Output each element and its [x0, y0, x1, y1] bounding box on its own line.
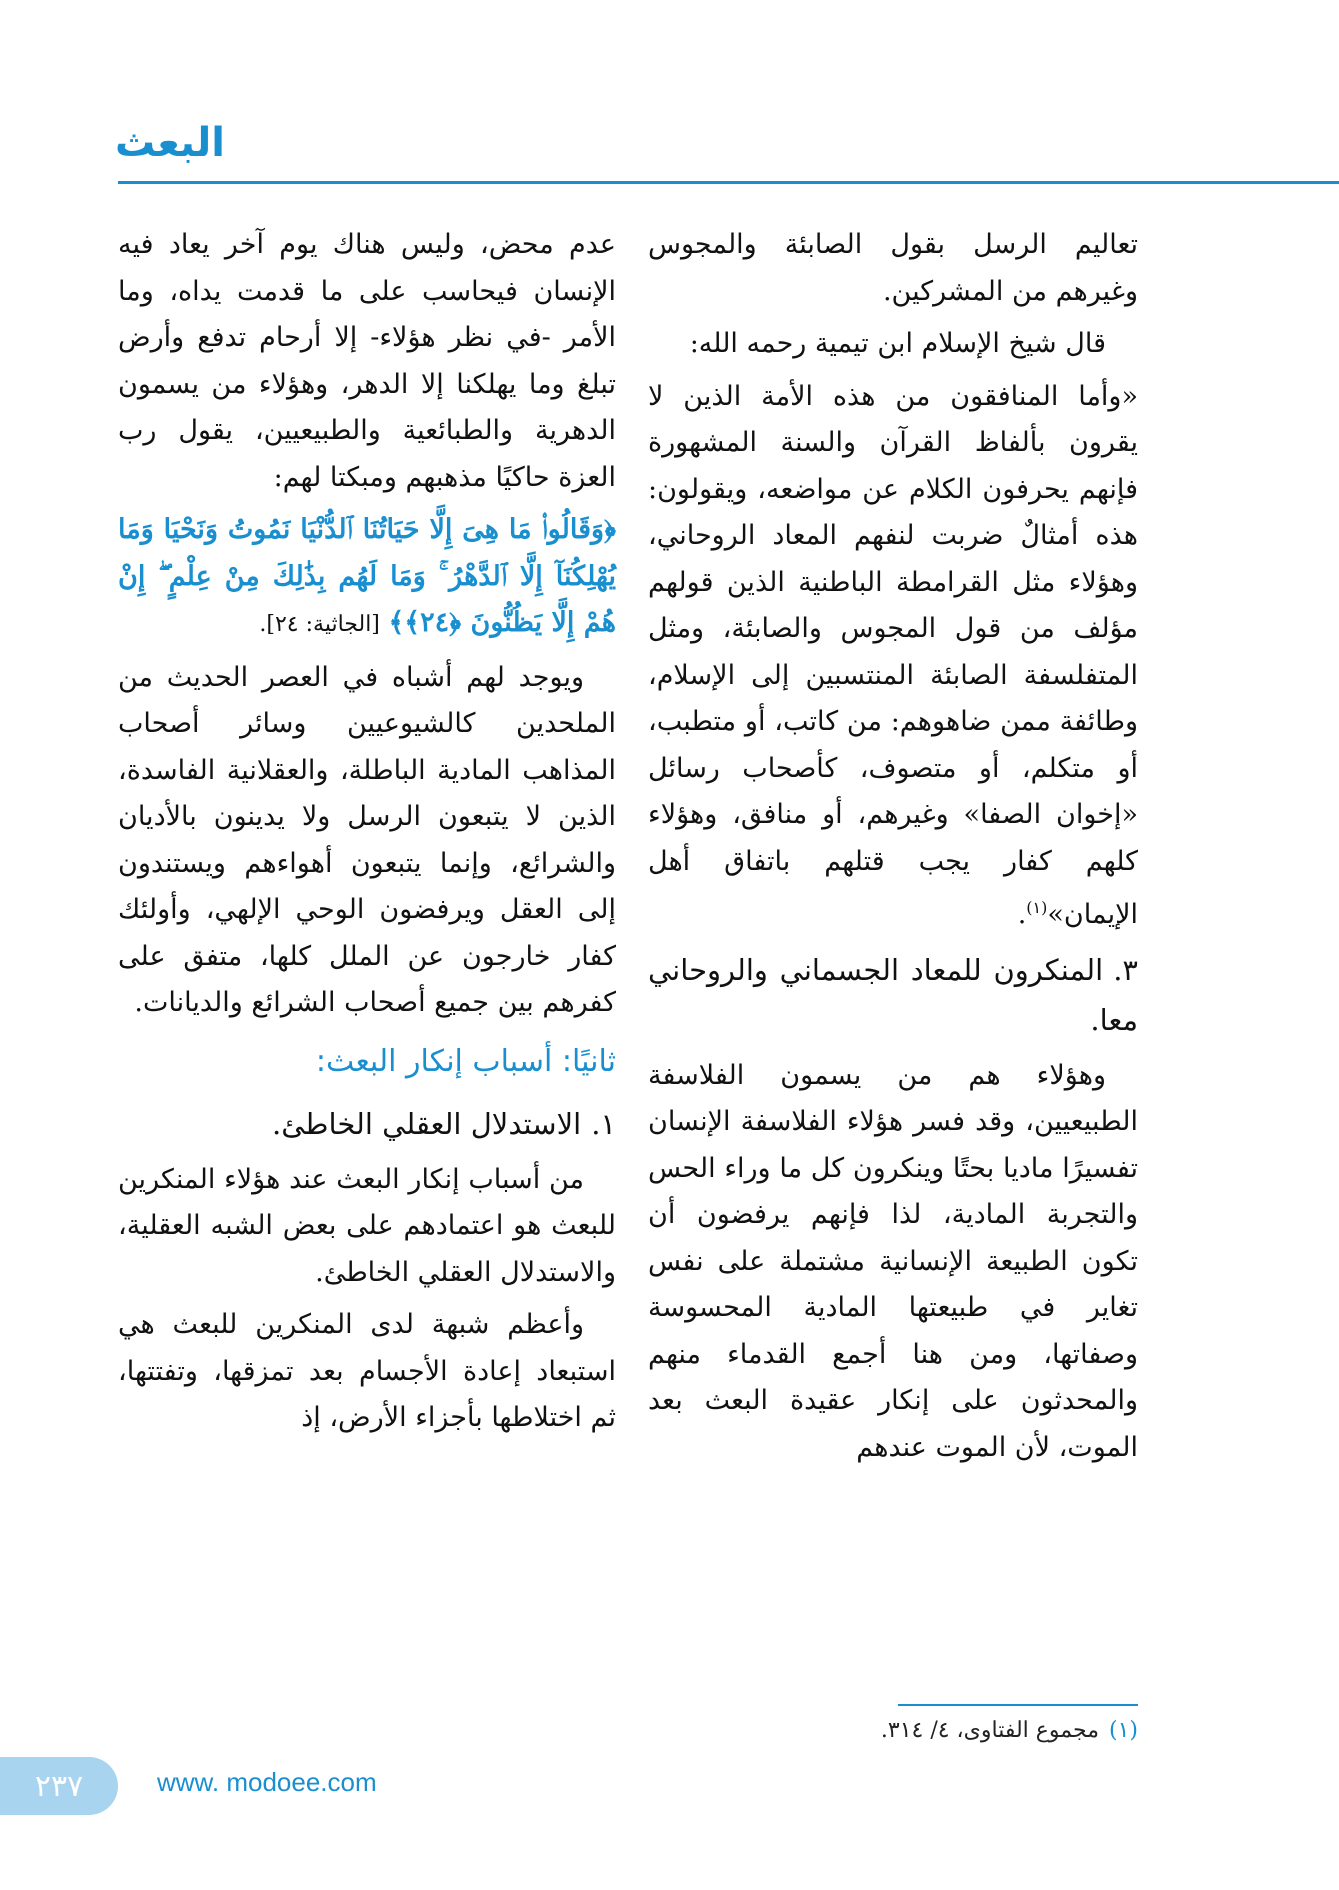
- paragraph: قال شيخ الإسلام ابن تيمية رحمه الله:: [689, 328, 1106, 359]
- header-divider: [118, 181, 1339, 184]
- list-item-number: ٣.: [1113, 952, 1138, 987]
- footnote-text: مجموع الفتاوى، ٤/ ٣١٤.: [880, 1718, 1099, 1743]
- list-item-text: الاستدلال العقلي الخاطئ.: [272, 1106, 582, 1141]
- ayah-text: ﴿وَقَالُوا۟ مَا هِىَ إِلَّا حَيَاتُنَا ٱلدُّنْيَا نَمُوتُ وَنَحْيَا وَمَا يُهْلِكُنَآ إِلَّا ٱلدَّهْرُ ۚ وَمَا لَهُم بِذَٰلِكَ مِنْ عِلْمٍ ۖ إِنْ هُمْ إِلَّا يَظُنُّونَ ﴿٢٤﴾﴾: [118, 514, 616, 638]
- quote-end: .: [1017, 899, 1027, 930]
- page-title: البعث: [115, 120, 225, 166]
- paragraph: وهؤلاء هم من يسمون الفلاسفة الطبيعيين، وقد فسر هؤلاء الفلاسفة الإنسان تفسيرًا ماديا بحتًا وينكرون كل ما وراء الحس والتجربة المادية، لذا فإنهم يرفضون أن تكون الطبيعة الإنسانية مشتملة على نفس تغاير في طبيعتها المادية المحسوسة وصفاتها، ومن هنا أجمع القدماء منهم والمحدثون على إنكار عقيدة البعث بعد الموت، لأن الموت عندهم: [648, 1059, 1138, 1463]
- paragraph: تعاليم الرسل بقول الصابئة والمجوس وغيرهم من المشركين.: [648, 229, 1138, 307]
- paragraph: ويوجد لهم أشباه في العصر الحديث من الملحدين كالشيوعيين وسائر أصحاب المذاهب المادية الباطلة، والعقلانية الفاسدة، الذين لا يتبعون الرسل ولا يدينون بالأديان والشرائع، وإنما يتبعون أهواءهم ويستندون إلى العقل ويرفضون الوحي الإلهي، وأولئك كفار خارجون عن الملل كلها، متفق على كفرهم بين جميع أصحاب الشرائع والديانات.: [118, 661, 616, 1018]
- page-number-badge: [0, 1757, 118, 1815]
- right-column: [648, 222, 1138, 1477]
- left-column: [118, 222, 616, 1448]
- section-heading: ثانيًا: أسباب إنكار البعث:: [315, 1043, 616, 1079]
- footnote-divider: [898, 1704, 1138, 1706]
- quran-verse: [118, 507, 616, 649]
- paragraph: عدم محض، وليس هناك يوم آخر يعاد فيه الإنسان فيحاسب على ما قدمت يداه، وما الأمر -في نظر هؤلاء- إلا أرحام تدفع وأرض تبلغ وما يهلكنا إلا الدهر، وهؤلاء من يسمون الدهرية والطبائعية والطبيعيين، يقول رب العزة حاكيًا مذهبهم ومبكتا لهم:: [118, 229, 616, 493]
- quote-text: «وأما المنافقون من هذه الأمة الذين لا يقرون بألفاظ القرآن والسنة المشهورة فإنهم يحرفون الكلام عن مواضعه، ويقولون: هذه أمثالٌ ضربت لنفهم المعاد الروحاني، وهؤلاء مثل القرامطة الباطنية الذين قولهم مؤلف من قول المجوس والصابئة، ومثل المتفلسفة الصابئة المنتسبين إلى الإسلام، وطائفة ممن ضاهوهم: من كاتب، أو متطبب، أو متكلم، أو متصوف، كأصحاب رسائل «إخوان الصفا» وغيرهم، أو منافق، وهؤلاء كلهم كفار يجب قتلهم باتفاق أهل الإيمان»: [648, 380, 1138, 930]
- footnote-marker[interactable]: (١): [1026, 898, 1048, 917]
- paragraph: من أسباب إنكار البعث عند هؤلاء المنكرين للبعث هو اعتمادهم على بعض الشبه العقلية، والاستدلال العقلي الخاطئ.: [118, 1163, 616, 1288]
- quote-paragraph: [648, 374, 1138, 939]
- page-number: ٢٣٧: [34, 1768, 84, 1804]
- list-item-number: ١.: [591, 1106, 616, 1141]
- ayah-reference: [الجاثية: ٢٤].: [259, 612, 380, 637]
- paragraph: وأعظم شبهة لدى المنكرين للبعث هي استبعاد إعادة الأجسام بعد تمزقها، وتفتتها، ثم اختلاطها بأجزاء الأرض، إذ: [118, 1309, 616, 1433]
- list-item-text: المنكرون للمعاد الجسماني والروحاني معا.: [648, 952, 1138, 1037]
- site-url-link[interactable]: www. modoee.com: [157, 1767, 377, 1797]
- footnote: [648, 1718, 1138, 1743]
- list-item-heading: [118, 1099, 616, 1149]
- footnote-number: (١): [1108, 1718, 1138, 1743]
- list-item-heading: [648, 945, 1138, 1045]
